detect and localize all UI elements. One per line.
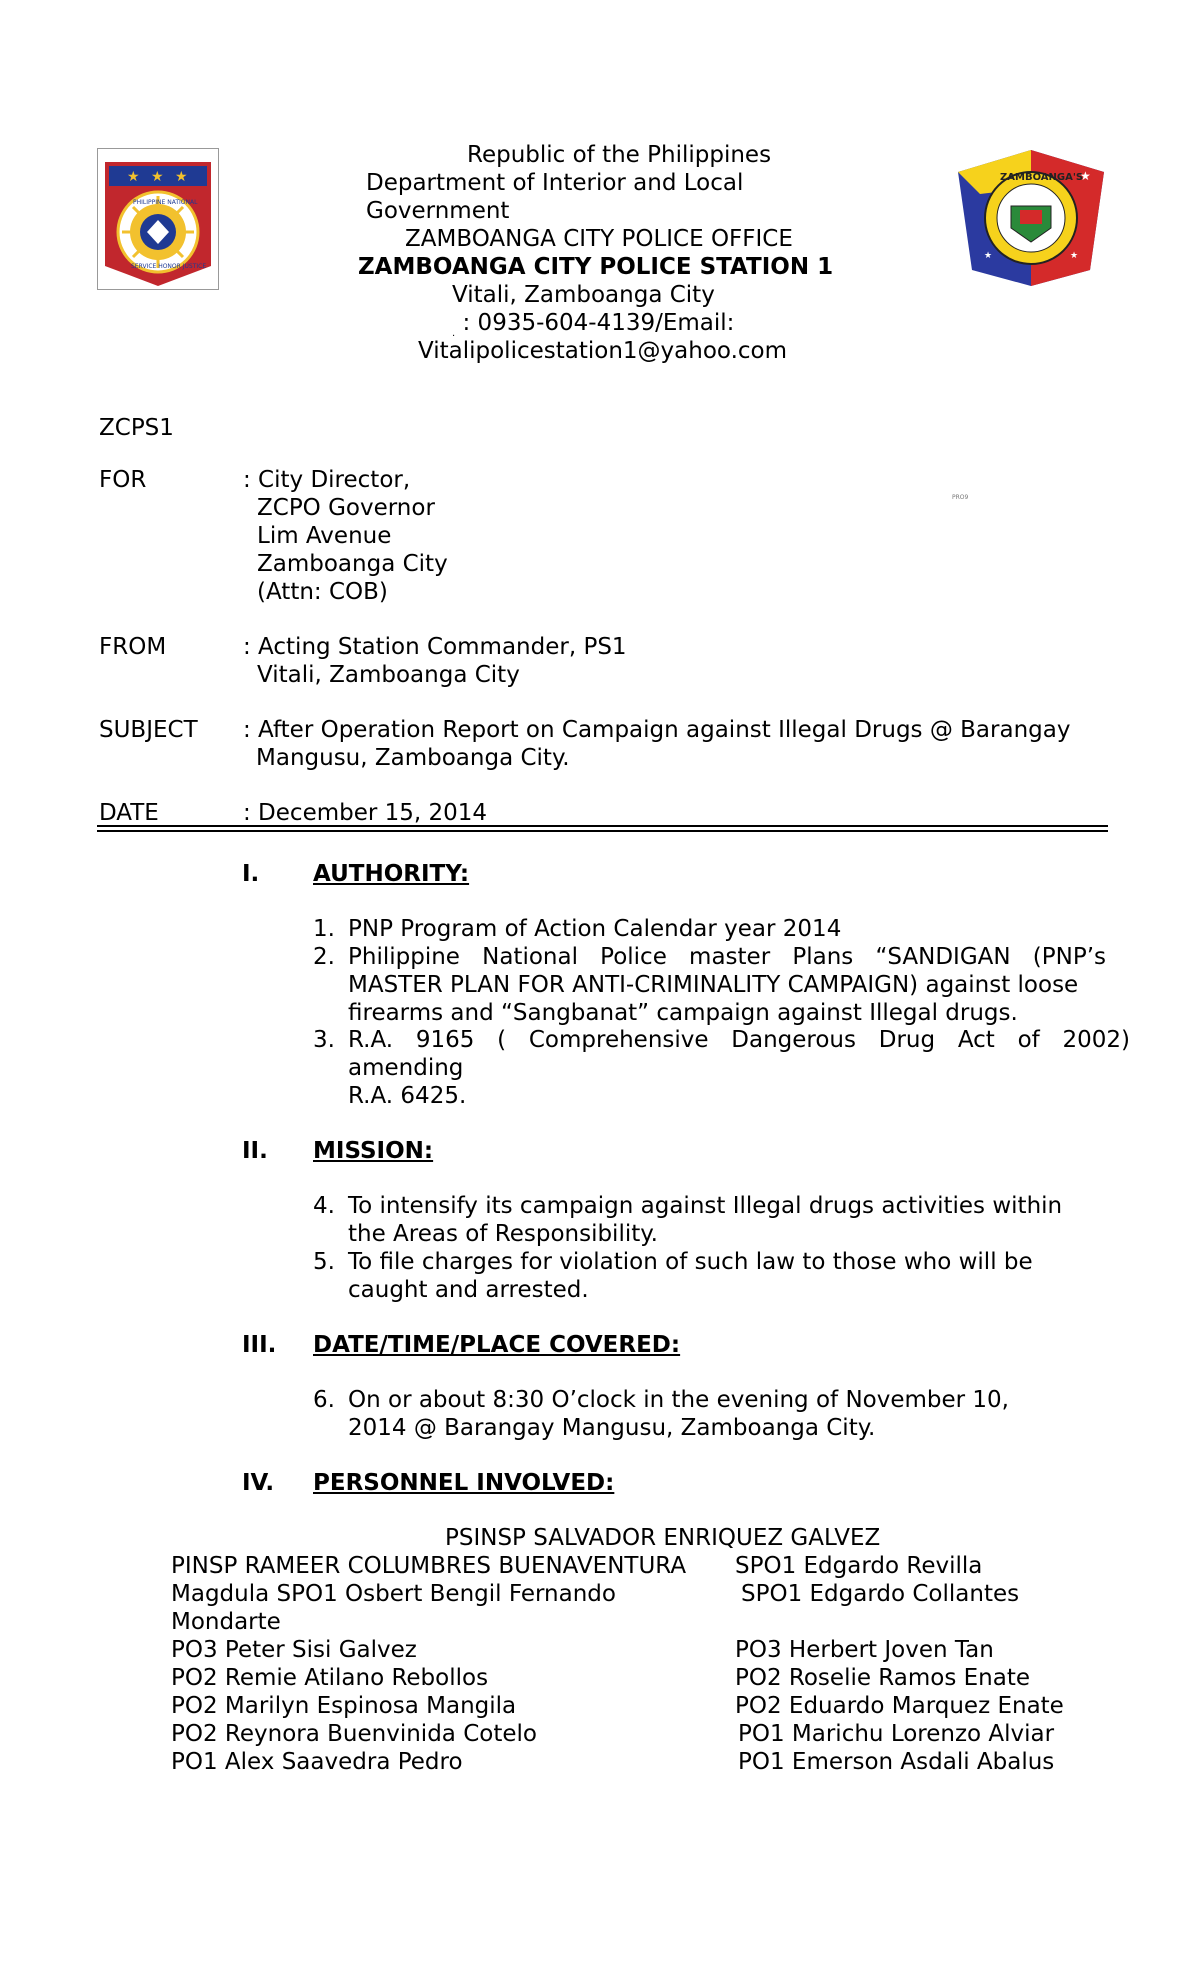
personnel-left-item: PO2 Reynora Buenvinida Cotelo: [171, 1721, 537, 1747]
header-email: Vitalipolicestation1@yahoo.com: [418, 338, 787, 364]
personnel-left-item: PINSP RAMEER COLUMBRES BUENAVENTURA: [171, 1553, 687, 1579]
svg-text:★: ★: [1070, 251, 1079, 261]
svg-text:★: ★: [984, 251, 993, 261]
list-item-continued: caught and arrested.: [348, 1277, 589, 1303]
svg-text:★: ★: [175, 169, 188, 185]
from-line-1: : Acting Station Commander, PS1: [243, 634, 627, 660]
list-item: R.A. 9165 ( Comprehensive Dangerous Drug Act of 2002): [348, 1027, 1130, 1053]
section-title: PERSONNEL INVOLVED:: [313, 1470, 615, 1496]
svg-text:★: ★: [1080, 169, 1091, 183]
personnel-right-item: PO1 Emerson Asdali Abalus: [738, 1749, 1055, 1775]
from-label: FROM: [99, 634, 167, 660]
phone-icon: .: [452, 328, 456, 339]
list-item: PNP Program of Action Calendar year 2014: [348, 916, 842, 942]
zamboanga-logo: [950, 148, 1112, 288]
subject-line-2: Mangusu, Zamboanga City.: [256, 745, 570, 771]
list-item: On or about 8:30 O’clock in the evening of November 10,: [348, 1387, 1009, 1413]
section-title: MISSION:: [313, 1138, 434, 1164]
list-number: 4.: [313, 1193, 335, 1219]
stray-mark: PRO9: [952, 494, 969, 501]
personnel-left-item: PO1 Alex Saavedra Pedro: [171, 1749, 463, 1775]
date-label: DATE: [99, 800, 159, 826]
personnel-head: PSINSP SALVADOR ENRIQUEZ GALVEZ: [445, 1525, 881, 1551]
list-number: 1.: [313, 916, 335, 942]
svg-text:SERVICE HONOR JUSTICE: SERVICE HONOR JUSTICE: [131, 263, 207, 270]
personnel-right-item: SPO1 Edgardo Collantes: [741, 1581, 1020, 1607]
section-number: IV.: [242, 1470, 275, 1496]
header-divider-second: [97, 830, 1108, 832]
header-address: Vitali, Zamboanga City: [452, 282, 715, 308]
from-line-2: Vitali, Zamboanga City: [257, 662, 520, 688]
list-item-continued: the Areas of Responsibility.: [348, 1221, 658, 1247]
header-station: ZAMBOANGA CITY POLICE STATION 1: [358, 254, 834, 280]
section-title: DATE/TIME/PLACE COVERED:: [313, 1332, 681, 1358]
header-city-police-office: ZAMBOANGA CITY POLICE OFFICE: [405, 226, 793, 252]
list-item: Philippine National Police master Plans “SANDIGAN (PNP’s: [348, 944, 1106, 970]
list-item-continued: firearms and “Sangbanat” campaign against Illegal drugs.: [348, 1000, 1018, 1026]
subject-line-1: : After Operation Report on Campaign against Illegal Drugs @ Barangay: [243, 717, 1071, 743]
svg-text:ZAMBOANGA'S: ZAMBOANGA'S: [1000, 172, 1084, 183]
memo-ref: ZCPS1: [99, 415, 174, 441]
list-item-continued: 2014 @ Barangay Mangusu, Zamboanga City.: [348, 1415, 876, 1441]
section-title: AUTHORITY:: [313, 861, 470, 887]
for-line-1: : City Director,: [243, 467, 411, 493]
personnel-right-item: PO3 Herbert Joven Tan: [735, 1637, 994, 1663]
for-label: FOR: [99, 467, 147, 493]
list-item-continued: MASTER PLAN FOR ANTI-CRIMINALITY CAMPAIGN) against loose: [348, 972, 1079, 998]
personnel-left-item: Mondarte: [171, 1609, 281, 1635]
list-item-continued: R.A. 6425.: [348, 1083, 467, 1109]
section-number: I.: [242, 861, 260, 887]
for-line-3: Lim Avenue: [257, 523, 392, 549]
for-line-4: Zamboanga City: [257, 551, 448, 577]
list-item: To intensify its campaign against Illegal drugs activities within: [348, 1193, 1063, 1219]
header-phone-text: : 0935-604-4139/Email:: [462, 310, 735, 336]
svg-text:★: ★: [127, 169, 140, 185]
personnel-right-item: PO1 Marichu Lorenzo Alviar: [738, 1721, 1055, 1747]
for-line-5: (Attn: COB): [257, 579, 388, 605]
personnel-right-item: SPO1 Edgardo Revilla: [735, 1553, 983, 1579]
list-number: 5.: [313, 1249, 335, 1275]
section-number: II.: [242, 1138, 268, 1164]
personnel-left-item: PO2 Marilyn Espinosa Mangila: [171, 1693, 517, 1719]
pnp-logo: [97, 148, 219, 290]
personnel-right-item: PO2 Eduardo Marquez Enate: [735, 1693, 1064, 1719]
header-republic: Republic of the Philippines: [467, 142, 772, 168]
list-number: 2.: [313, 944, 335, 970]
personnel-left-item: Magdula SPO1 Osbert Bengil Fernando: [171, 1581, 616, 1607]
list-number: 6.: [313, 1387, 335, 1413]
subject-label: SUBJECT: [99, 717, 198, 743]
header-government: Government: [366, 198, 510, 224]
svg-text:PHILIPPINE NATIONAL: PHILIPPINE NATIONAL: [133, 199, 198, 206]
section-number: III.: [242, 1332, 277, 1358]
personnel-left-item: PO2 Remie Atilano Rebollos: [171, 1665, 489, 1691]
list-item: To file charges for violation of such law to those who will be: [348, 1249, 1033, 1275]
for-line-2: ZCPO Governor: [257, 495, 435, 521]
personnel-left-item: PO3 Peter Sisi Galvez: [171, 1637, 417, 1663]
header-divider: [97, 825, 1108, 827]
date-value: : December 15, 2014: [243, 800, 488, 826]
list-item-continued: amending: [348, 1055, 464, 1081]
list-number: 3.: [313, 1027, 335, 1053]
personnel-right-item: PO2 Roselie Ramos Enate: [735, 1665, 1031, 1691]
header-department: Department of Interior and Local: [366, 170, 744, 196]
svg-text:★: ★: [151, 169, 164, 185]
